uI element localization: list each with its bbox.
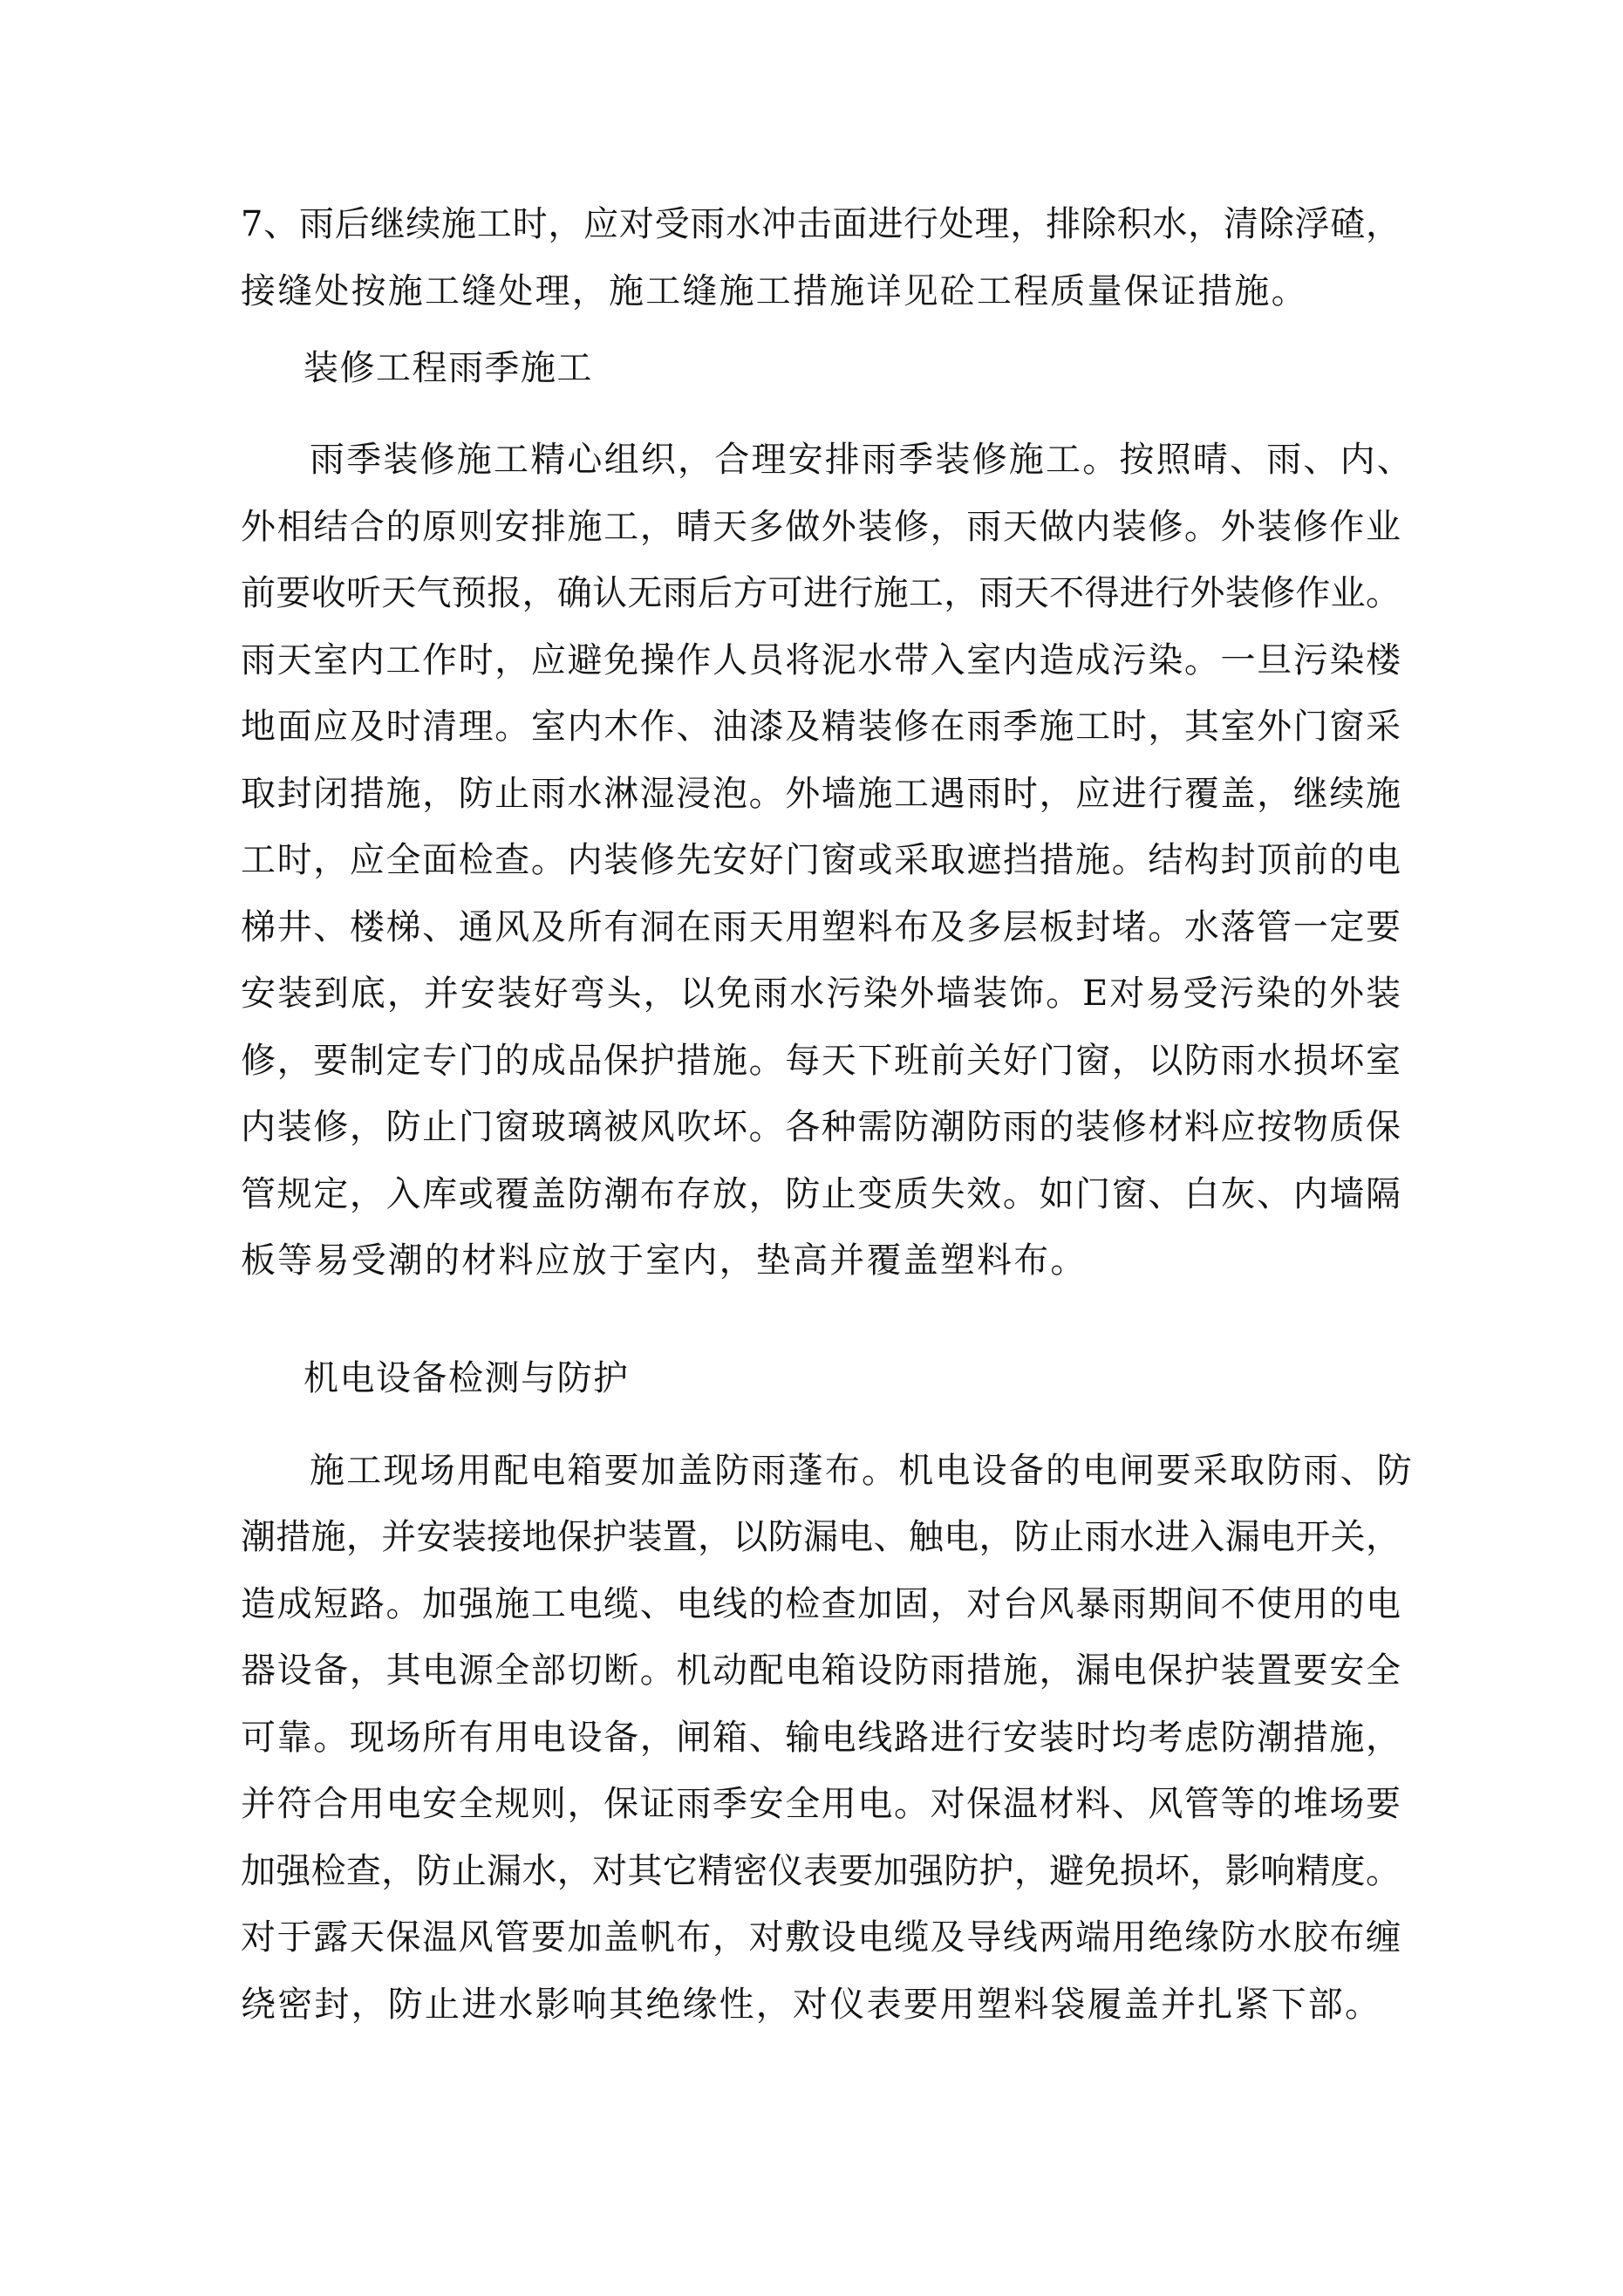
paragraph-line: 外相结合的原则安排施工，晴天多做外装修，雨天做内装修。外装修作业 bbox=[241, 507, 1401, 547]
paragraph-line: 工时，应全面检查。内装修先安好门窗或采取遮挡措施。结构封顶前的电 bbox=[241, 840, 1401, 880]
paragraph-line: 梯井、楼梯、通风及所有洞在雨天用塑料布及多层板封堵。水落管一定要 bbox=[241, 907, 1401, 947]
paragraph-line: 潮措施，并安装接地保护装置，以防漏电、触电，防止雨水进入漏电开关， bbox=[241, 1517, 1401, 1557]
paragraph-line: 前要收听天气预报，确认无雨后方可进行施工，雨天不得进行外装修作业。 bbox=[241, 573, 1401, 613]
paragraph-line: 7、雨后继续施工时，应对受雨水冲击面进行处理，排除积水，清除浮碴， bbox=[241, 204, 1401, 244]
paragraph-line: 板等易受潮的材料应放于室内，垫高并覆盖塑料布。 bbox=[241, 1240, 1088, 1281]
paragraph-line: 绕密封，防止进水影响其绝缘性，对仪表要用塑料袋履盖并扎紧下部。 bbox=[241, 1985, 1382, 2025]
paragraph-line: 加强检查，防止漏水，对其它精密仪表要加强防护，避免损坏，影响精度。 bbox=[241, 1851, 1401, 1891]
paragraph-line: 管规定，入库或覆盖防潮布存放，防止变质失效。如门窗、白灰、内墙隔 bbox=[241, 1174, 1401, 1214]
paragraph-line: 雨天室内工作时，应避免操作人员将泥水带入室内造成污染。一旦污染楼 bbox=[241, 640, 1401, 680]
paragraph-line: 雨季装修施工精心组织，合理安排雨季装修施工。按照晴、雨、内、 bbox=[310, 440, 1414, 480]
paragraph-line: 地面应及时清理。室内木作、油漆及精装修在雨季施工时，其室外门窗采 bbox=[241, 707, 1401, 747]
paragraph-line: 施工现场用配电箱要加盖防雨蓬布。机电设备的电闸要采取防雨、防 bbox=[310, 1451, 1414, 1491]
paragraph-line: 修，要制定专门的成品保护措施。每天下班前关好门窗，以防雨水损坏室 bbox=[241, 1041, 1401, 1081]
paragraph-line: 可靠。现场所有用电设备，闸箱、输电线路进行安装时均考虑防潮措施， bbox=[241, 1718, 1401, 1758]
paragraph-line: 造成短路。加强施工电缆、电线的检查加固，对台风暴雨期间不使用的电 bbox=[241, 1584, 1401, 1624]
paragraph-line: 并符合用电安全规则，保证雨季安全用电。对保温材料、风管等的堆场要 bbox=[241, 1784, 1401, 1824]
paragraph-line: 取封闭措施，防止雨水淋湿浸泡。外墙施工遇雨时，应进行覆盖，继续施 bbox=[241, 774, 1401, 814]
paragraph-line: 对于露天保温风管要加盖帆布，对敷设电缆及导线两端用绝缘防水胶布缠 bbox=[241, 1917, 1401, 1958]
section-heading: 装修工程雨季施工 bbox=[303, 348, 593, 388]
paragraph-line: 接缝处按施工缝处理，施工缝施工措施详见砼工程质量保证措施。 bbox=[241, 271, 1308, 311]
section-heading: 机电设备检测与防护 bbox=[303, 1358, 630, 1398]
paragraph-line: 安装到底，并安装好弯头，以免雨水污染外墙装饰。E对易受污染的外装 bbox=[241, 974, 1401, 1014]
paragraph-line: 内装修，防止门窗玻璃被风吹坏。各种需防潮防雨的装修材料应按物质保 bbox=[241, 1107, 1401, 1147]
paragraph-line: 器设备，其电源全部切断。机动配电箱设防雨措施，漏电保护装置要安全 bbox=[241, 1650, 1401, 1691]
